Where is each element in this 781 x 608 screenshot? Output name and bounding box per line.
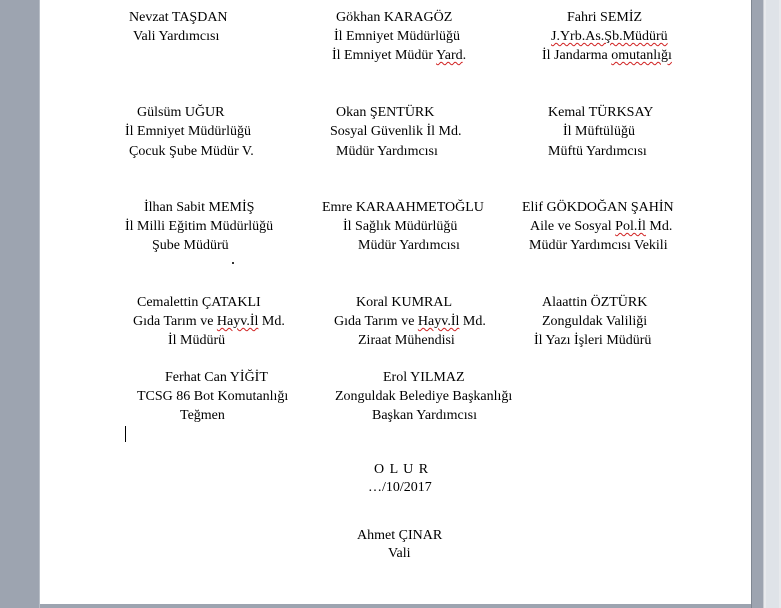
signatory-name: Koral KUMRAL xyxy=(356,295,453,310)
signatory-title: Aile ve Sosyal Pol.İl Md. xyxy=(530,219,673,234)
signatory-subtitle: Müdür Yardımcısı xyxy=(358,238,460,253)
signatory-name: Fahri SEMİZ xyxy=(567,10,643,25)
signatory-subtitle: Müdür Yardımcısı xyxy=(336,144,438,159)
signatory-title: İl Sağlık Müdürlüğü xyxy=(343,219,458,234)
page-gap xyxy=(40,604,751,608)
document-page[interactable] xyxy=(40,0,751,608)
signatory-title: Sosyal Güvenlik İl Md. xyxy=(330,124,462,139)
spellcheck-word[interactable]: J.Yrb.As.Şb.Müdürü xyxy=(551,29,668,44)
signatory-name: Kemal TÜRKSAY xyxy=(548,105,654,120)
signatory-subtitle: Teğmen xyxy=(180,408,225,423)
spellcheck-word[interactable]: Hayv.İl xyxy=(216,314,259,329)
signatory-subtitle: Şube Müdürü xyxy=(152,238,229,253)
signatory-name: Ferhat Can YİĞİT xyxy=(165,370,268,385)
signatory-subtitle: Çocuk Şube Müdür V. xyxy=(129,144,254,159)
spellcheck-word[interactable]: Pol.İl xyxy=(615,219,646,234)
signatory-title: İl Milli Eğitim Müdürlüğü xyxy=(125,219,274,234)
signatory-subtitle: Müftü Yardımcısı xyxy=(548,144,647,159)
scrollbar-thumb[interactable] xyxy=(766,0,779,608)
spellcheck-word[interactable]: Yard xyxy=(436,48,463,63)
spellcheck-word[interactable]: omutanlığı xyxy=(611,48,672,63)
governor-name: Ahmet ÇINAR xyxy=(357,528,443,543)
signatory-name: Emre KARAAHMETOĞLU xyxy=(322,200,484,215)
approval-olur: O L U R xyxy=(374,462,430,477)
spellcheck-word[interactable]: Hayv.İl xyxy=(417,314,460,329)
signatory-title: İl Emniyet Müdürlüğü xyxy=(334,29,460,44)
signatory-name: Elif GÖKDOĞAN ŞAHİN xyxy=(522,200,674,215)
signatory-name: Nevzat TAŞDAN xyxy=(129,10,228,25)
signatory-name: Erol YILMAZ xyxy=(383,370,465,385)
governor-title: Vali xyxy=(388,546,411,561)
signatory-title: Vali Yardımcısı xyxy=(133,29,220,44)
signatory-subtitle: İl Jandarma omutanlığı xyxy=(542,48,672,63)
signatory-title: TCSG 86 Bot Komutanlığı xyxy=(137,389,289,404)
signatory-subtitle: Ziraat Mühendisi xyxy=(358,333,455,348)
signatory-title: Gıda Tarım ve Hayv.İl Md. xyxy=(133,314,285,329)
signatory-name: Okan ŞENTÜRK xyxy=(336,105,435,120)
signatory-subtitle: İl Müdürü xyxy=(168,333,226,348)
signatory-name: Alaattin ÖZTÜRK xyxy=(542,295,648,310)
signatory-title: İl Müftülüğü xyxy=(563,124,635,139)
approval-date: …/10/2017 xyxy=(368,480,432,495)
stray-dot xyxy=(232,262,234,264)
vertical-scrollbar[interactable] xyxy=(763,0,781,608)
signatory-subtitle: İl Yazı İşleri Müdürü xyxy=(534,333,652,348)
signatory-name: Gökhan KARAGÖZ xyxy=(336,10,453,25)
signatory-title: Zonguldak Belediye Başkanlığı xyxy=(335,389,513,404)
signatory-title: İl Emniyet Müdürlüğü xyxy=(125,124,251,139)
signatory-title: Zonguldak Valiliği xyxy=(542,314,648,329)
signatory-name: Cemalettin ÇATAKLI xyxy=(137,295,261,310)
signatory-subtitle: Başkan Yardımcısı xyxy=(372,408,477,423)
text-cursor xyxy=(125,426,126,442)
signatory-name: Gülsüm UĞUR xyxy=(137,105,225,120)
signatory-title: Gıda Tarım ve Hayv.İl Md. xyxy=(334,314,486,329)
signatory-subtitle: Müdür Yardımcısı Vekili xyxy=(529,238,668,253)
signatory-title xyxy=(551,28,668,45)
signatory-subtitle: İl Emniyet Müdür Yard. xyxy=(332,48,467,63)
signatory-name: İlhan Sabit MEMİŞ xyxy=(144,200,255,215)
